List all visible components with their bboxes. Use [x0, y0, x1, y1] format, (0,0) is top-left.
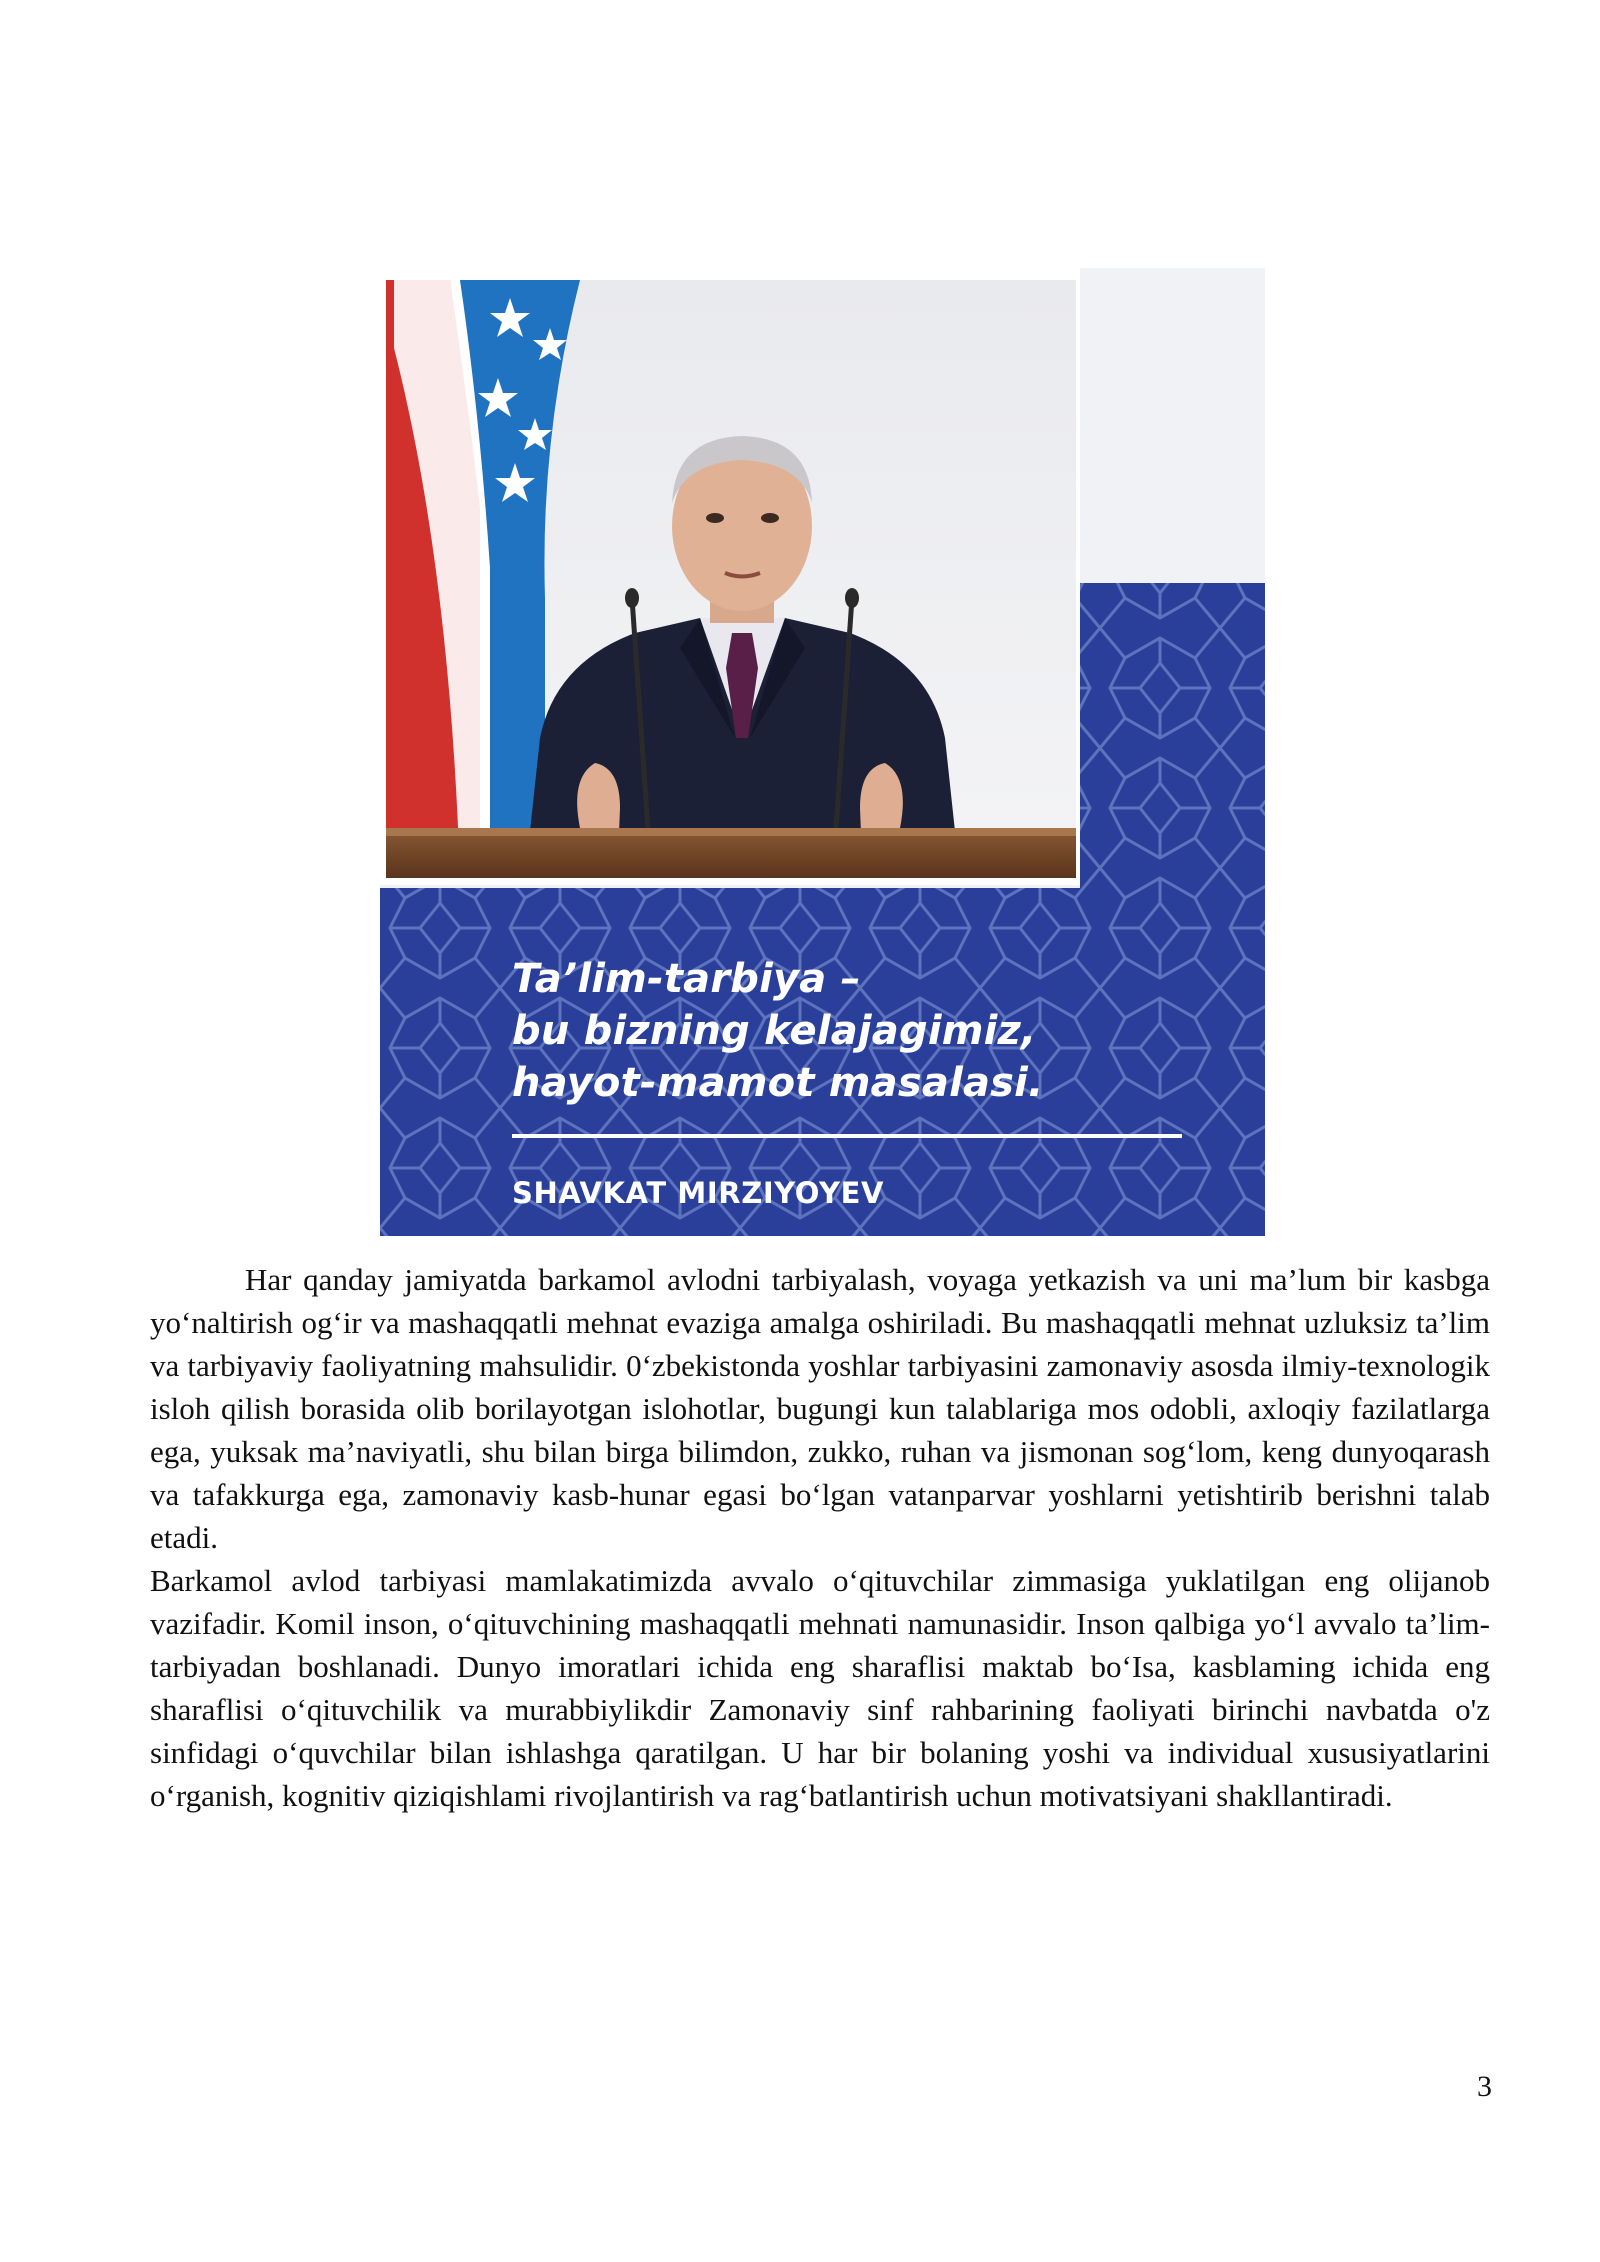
quote-line: Ta’lim-tarbiya – [512, 956, 861, 1002]
quote-author: SHAVKAT MIRZIYOYEV [512, 1176, 885, 1210]
quote-line: bu bizning kelajagimiz, [512, 1008, 1037, 1054]
page-number: 3 [1477, 2070, 1492, 2103]
paragraph: Har qanday jamiyatda barkamol avlodni tarbiyalash, voyaga yetkazish va uni ma’lum bir kasbga yo‘naltirish og‘ir va mashaqqatli mehnat evaziga amalga oshiriladi. Bu mashaqqatli mehnat uzluksiz ta’lim va tarbiyaviy faoliyatning mahsulidir. 0‘zbekistonda yoshlar tarbiyasini zamonaviy asosda ilmiy-texnologik isloh qilish borasida olib borilayotgan islohotlar, bugungi kun talablariga mos odobli, axloqiy fazilatlarga ega, yuksak ma’naviyatli, shu bilan birga bilimdon, zukko, ruhan va jismonan sog‘lom, keng dunyoqarash va tafakkurga ega, zamonaviy kasb-hunar egasi bo‘lgan vatanparvar yoshlarni yetishtirib berishni talab etadi. [150, 1262, 1490, 1555]
cover-figure [380, 268, 1265, 1236]
body-text [150, 1258, 1490, 1817]
quote [512, 953, 1044, 1109]
quote-divider [512, 1134, 1182, 1138]
paragraph: Barkamol avlod tarbiyasi mamlakatimizda avvalo o‘qituvchilar zimmasiga yuklatilgan eng olijanob vazifadir. Komil inson, o‘qituvchining mashaqqatli mehnati namunasidir. Inson qalbiga yo‘l avvalo ta’lim-tarbiyadan boshlanadi. Dunyo imoratlari ichida eng sharaflisi maktab bo‘Isa, kasblaming ichida eng sharaflisi o‘qituvchilik va murabbiylikdir Zamonaviy sinf rahbarining faoliyati birinchi navbatda o'z sinfidagi o‘quvchilar bilan ishlashga qaratilgan. U har bir bolaning yoshi va individual xususiyatlarini o‘rganish, kognitiv qiziqishlami rivojlantirish va rag‘batlantirish uchun motivatsiyani shakllantiradi. [150, 1563, 1490, 1813]
quote-line: hayot-mamot masalasi. [512, 1060, 1044, 1106]
